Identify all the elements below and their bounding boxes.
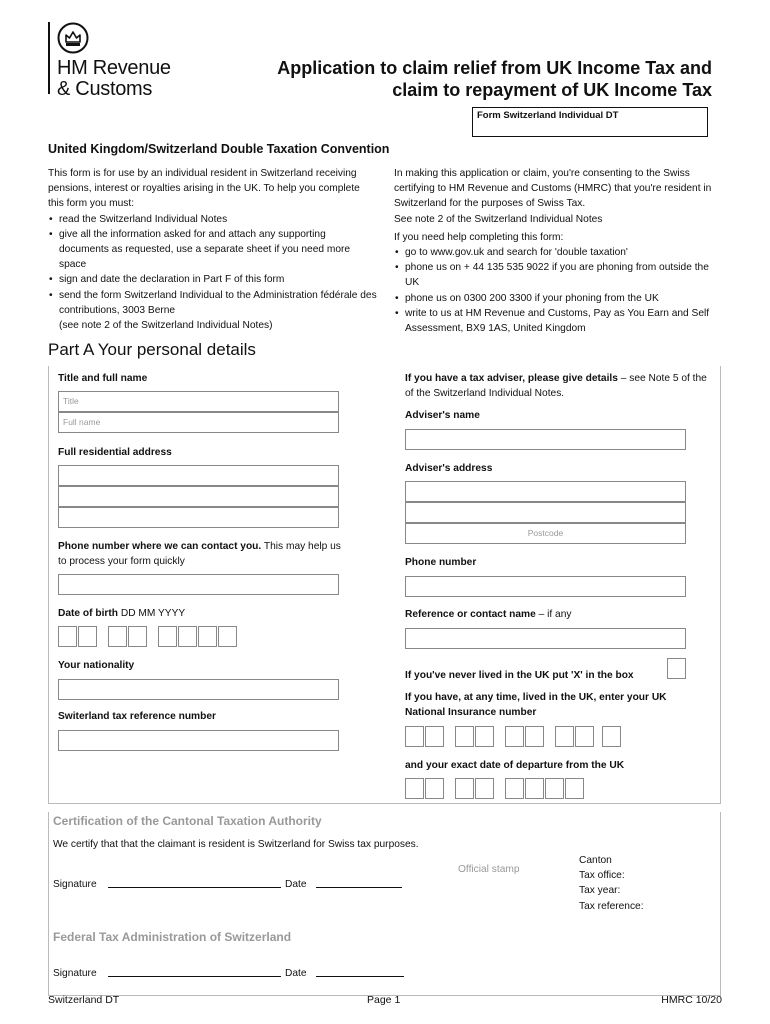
intro-left-bullets (48, 212, 378, 318)
intro-left-tail: (see note 2 of the Switzerland Individual Notes) (59, 320, 273, 332)
title-line1: Application to claim relief from UK Income Tax and (277, 58, 712, 78)
list-item: • sign and date the declaration in Part F of this form (48, 272, 378, 287)
title-placeholder: Title (63, 396, 79, 406)
title-line2: claim to repayment of UK Income Tax (392, 80, 712, 100)
departure-month-1[interactable] (455, 778, 474, 799)
convention-heading: United Kingdom/Switzerland Double Taxation Convention (48, 142, 390, 156)
title-input[interactable] (58, 391, 339, 412)
cantonal-cert-title: Certification of the Cantonal Taxation Authority (53, 814, 322, 828)
adviser-intro: If you have a tax adviser, please give details – see Note 5 of the of the Switzerland Individual Notes. (405, 373, 707, 399)
official-stamp-label: Official stamp (458, 864, 520, 875)
nationality-label: Your nationality (58, 660, 135, 671)
dob-month-2[interactable] (128, 626, 147, 647)
departure-day-1[interactable] (405, 778, 424, 799)
departure-year-4[interactable] (565, 778, 584, 799)
address-line-2[interactable] (58, 486, 339, 507)
form-reference-box: Form Switzerland Individual DT (472, 107, 708, 137)
phone-contact-label: Phone number where we can contact you. This may help us to process your form quickly (58, 541, 341, 567)
departure-year-3[interactable] (545, 778, 564, 799)
list-item: • phone us on 0300 200 3300 if your phoning from the UK (394, 291, 720, 306)
phone-input[interactable] (58, 574, 339, 595)
dob-year-4[interactable] (218, 626, 237, 647)
nino-label: If you have, at any time, lived in the UK, enter your UK National Insurance number (405, 692, 667, 718)
list-item: • phone us on + 44 135 535 9022 if you are phoning from outside the UK (394, 260, 720, 290)
tax-office-label: Tax office: (579, 870, 625, 881)
date-label: Date (285, 879, 307, 890)
nino-box-6[interactable] (525, 726, 544, 747)
never-lived-checkbox[interactable] (667, 658, 686, 679)
help-heading: If you need help completing this form: (394, 231, 564, 243)
date-line[interactable] (316, 887, 402, 888)
fullname-placeholder: Full name (63, 417, 101, 427)
adviser-address-line-2[interactable] (405, 502, 686, 523)
departure-label: and your exact date of departure from the UK (405, 760, 625, 771)
swiss-tax-ref-label: Switerland tax reference number (58, 711, 216, 722)
reference-label: Reference or contact name – if any (405, 609, 572, 620)
crown-crest-icon (57, 22, 89, 54)
title-name-label: Title and full name (58, 373, 148, 384)
nino-box-9[interactable] (602, 726, 621, 747)
footer-left: Switzerland DT (48, 994, 120, 1006)
nationality-input[interactable] (58, 679, 339, 700)
help-bullets (394, 245, 720, 336)
dob-year-3[interactable] (198, 626, 217, 647)
footer-page: Page 1 (367, 994, 401, 1006)
dob-day-1[interactable] (58, 626, 77, 647)
dob-year-1[interactable] (158, 626, 177, 647)
departure-month-2[interactable] (475, 778, 494, 799)
departure-year-2[interactable] (525, 778, 544, 799)
intro-left (48, 166, 378, 333)
signature-line[interactable] (108, 887, 281, 888)
departure-year-1[interactable] (505, 778, 524, 799)
nino-box-8[interactable] (575, 726, 594, 747)
cert-statement: We certify that that the claimant is resident is Switzerland for Swiss tax purposes. (53, 839, 419, 850)
list-item: • read the Switzerland Individual Notes (48, 212, 378, 227)
never-lived-label: If you've never lived in the UK put 'X' in the box (405, 670, 634, 681)
federal-admin-title: Federal Tax Administration of Switzerland (53, 930, 292, 944)
dob-year-2[interactable] (178, 626, 197, 647)
adviser-name-input[interactable] (405, 429, 686, 450)
nino-box-4[interactable] (475, 726, 494, 747)
full-name-input[interactable] (58, 412, 339, 433)
intro-right-para: In making this application or claim, you're consenting to the Swiss certifying to HM Revenue and Customs (HMRC) that you're resident in Switzerland for the purposes of Swiss Tax. (394, 168, 712, 210)
swiss-tax-ref-input[interactable] (58, 730, 339, 751)
adviser-phone-label: Phone number (405, 557, 477, 568)
departure-day-2[interactable] (425, 778, 444, 799)
address-line-3[interactable] (58, 507, 339, 528)
list-item: • send the form Switzerland Individual to the Administration fédérale des contributions, 3003 Berne (48, 288, 378, 318)
nino-box-2[interactable] (425, 726, 444, 747)
adviser-address-label: Adviser's address (405, 463, 493, 474)
postcode-placeholder: Postcode (527, 528, 564, 538)
logo-line1: HM Revenue (57, 57, 171, 79)
adviser-name-label: Adviser's name (405, 410, 480, 421)
list-item: • give all the information asked for and attach any supporting documents as requested, use a separate sheet if you need more space (48, 227, 378, 273)
hmrc-logo-text (57, 58, 171, 100)
list-item: • write to us at HM Revenue and Customs, Pay as You Earn and Self Assessment, BX9 1AS, United Kingdom (394, 306, 720, 336)
adviser-address-line-1[interactable] (405, 481, 686, 502)
nino-box-5[interactable] (505, 726, 524, 747)
nino-box-3[interactable] (455, 726, 474, 747)
address-line-1[interactable] (58, 465, 339, 486)
signature-label: Signature (53, 879, 97, 890)
dob-label: Date of birth DD MM YYYY (58, 608, 186, 619)
intro-right-note: See note 2 of the Switzerland Individual Notes (394, 213, 603, 225)
signature2-line[interactable] (108, 976, 281, 977)
signature2-label: Signature (53, 968, 97, 979)
date2-line[interactable] (316, 976, 404, 977)
address-label: Full residential address (58, 447, 172, 458)
canton-label: Canton (579, 855, 612, 866)
dob-day-2[interactable] (78, 626, 97, 647)
adviser-phone-input[interactable] (405, 576, 686, 597)
nino-box-7[interactable] (555, 726, 574, 747)
tax-year-label: Tax year: (579, 885, 621, 896)
logo-line2: & Customs (57, 78, 153, 100)
intro-right (394, 166, 720, 336)
footer-right: HMRC 10/20 (661, 994, 722, 1006)
list-item: • go to www.gov.uk and search for 'double taxation' (394, 245, 720, 260)
tax-reference-label: Tax reference: (579, 901, 644, 912)
logo-bar (48, 22, 50, 94)
adviser-postcode-input[interactable] (405, 523, 686, 544)
dob-month-1[interactable] (108, 626, 127, 647)
reference-input[interactable] (405, 628, 686, 649)
intro-left-para: This form is for use by an individual resident in Switzerland receiving pensions, interest or royalties arising in the UK. To help you complete this form you must: (48, 168, 360, 210)
date2-label: Date (285, 968, 307, 979)
page-title (232, 57, 712, 101)
nino-box-1[interactable] (405, 726, 424, 747)
part-a-heading: Part A Your personal details (48, 340, 256, 359)
